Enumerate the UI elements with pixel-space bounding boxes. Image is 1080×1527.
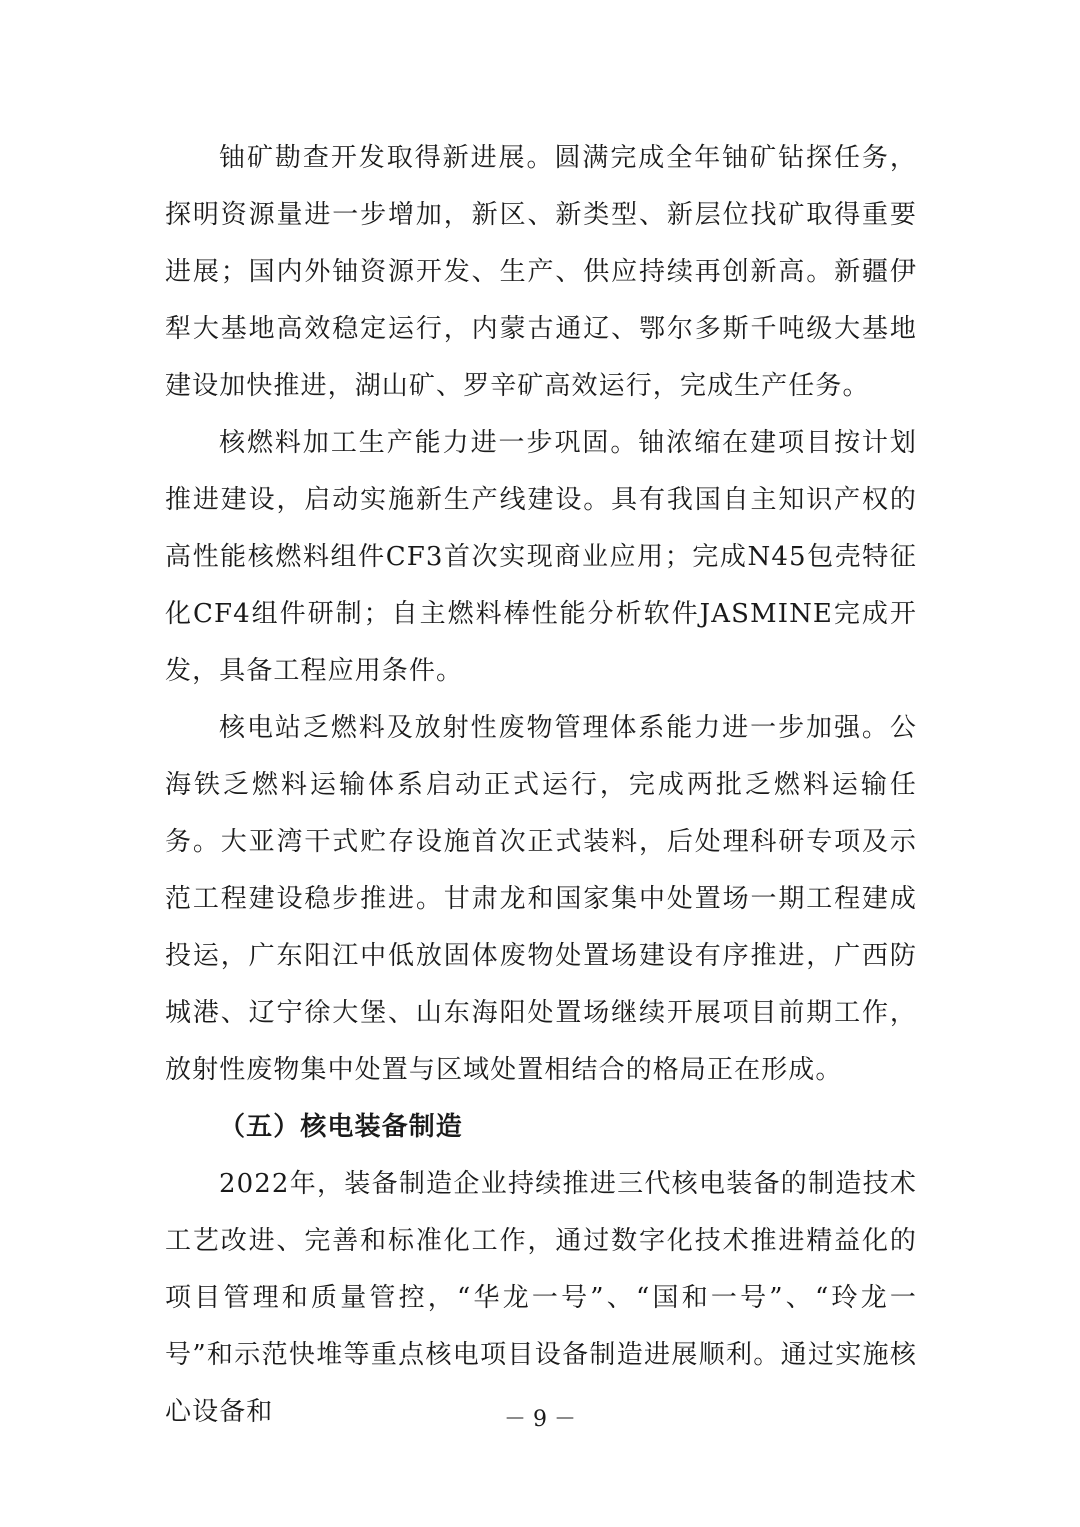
paragraph-fuel-processing: 核燃料加工生产能力进一步巩固。铀浓缩在建项目按计划推进建设，启动实施新生产线建设。具有我国自主知识产权的高性能核燃料组件CF3首次实现商业应用；完成N45包壳特征化CF4组件研制；自主燃料棒性能分析软件JASMINE完成开发，具备工程应用条件。 xyxy=(165,428,917,686)
paragraph-spent-fuel-management: 核电站乏燃料及放射性废物管理体系能力进一步加强。公海铁乏燃料运输体系启动正式运行，完成两批乏燃料运输任务。大亚湾干式贮存设施首次正式装料，后处理科研专项及示范工程建设稳步推进。甘肃龙和国家集中处置场一期工程建成投运，广东阳江中低放固体废物处置场建设有序推进，广西防城港、辽宁徐大堡、山东海阳处置场继续开展项目前期工作，放射性废物集中处置与区域处置相结合的格局正在形成。 xyxy=(165,713,917,1085)
paragraph-uranium-exploration: 铀矿勘查开发取得新进展。圆满完成全年铀矿钻探任务，探明资源量进一步增加，新区、新类型、新层位找矿取得重要进展；国内外铀资源开发、生产、供应持续再创新高。新疆伊犁大基地高效稳定运行，内蒙古通辽、鄂尔多斯千吨级大基地建设加快推进，湖山矿、罗辛矿高效运行，完成生产任务。 xyxy=(165,143,917,401)
section-heading: （五）核电装备制造 xyxy=(219,1112,463,1142)
page-content xyxy=(165,130,917,1441)
page-number: － 9 － xyxy=(504,1407,576,1432)
paragraph-equipment-manufacturing: 2022年，装备制造企业持续推进三代核电装备的制造技术工艺改进、完善和标准化工作，通过数字化技术推进精益化的项目管理和质量管控，“华龙一号”、“国和一号”、“玲龙一号”和示范快堆等重点核电项目设备制造进展顺利。通过实施核心设备和 xyxy=(165,1169,917,1427)
